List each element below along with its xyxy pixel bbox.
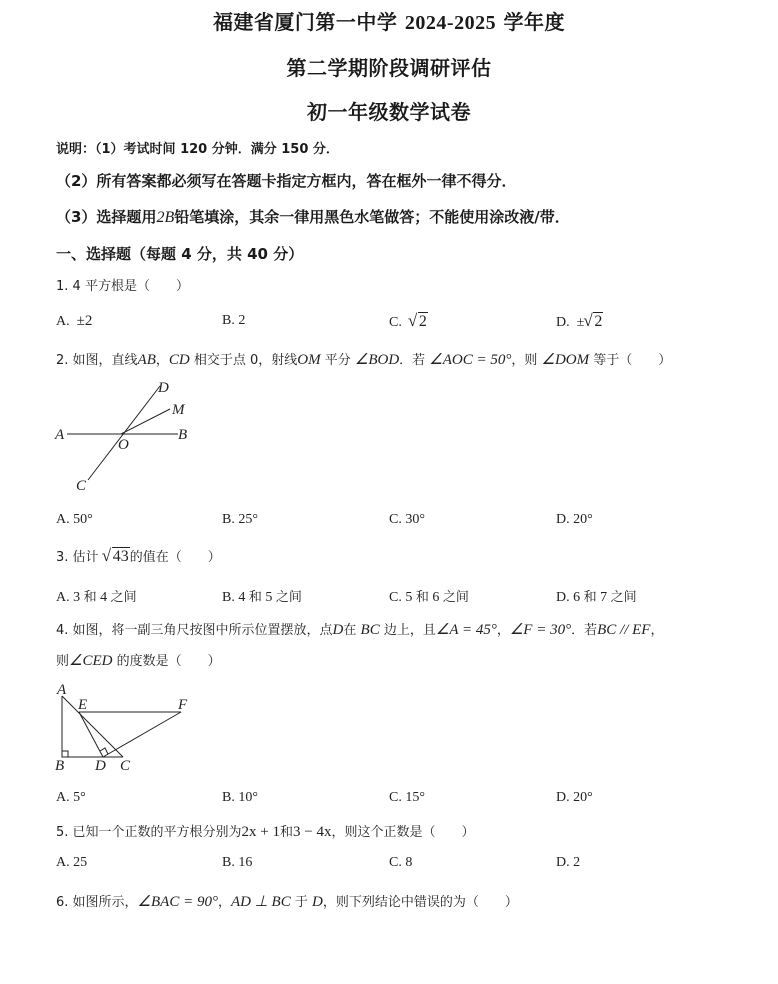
note-2: （2）所有答案都必须写在答题卡指定方框内，答在框外一律不得分． — [56, 172, 517, 190]
note-1: 说明：（1）考试时间 120 分钟．满分 150 分． — [56, 142, 339, 157]
question-5-stem: 5. 已知一个正数的平方根分别为2x + 1和3 − 4x，则这个正数是（ ） — [56, 824, 475, 840]
sqrt-symbol: √ 2 — [584, 313, 603, 331]
note-3-post: 铅笔填涂，其余一律用黑色水笔做答；不能使用涂改液/带． — [174, 208, 570, 226]
exam-title-school — [0, 6, 778, 35]
point-c-label: C — [76, 478, 87, 494]
point-m-label: M — [172, 402, 185, 418]
title-school-year: 2024-2025 — [404, 12, 497, 34]
question-4-stem-line-2: 则∠CED 的度数是（ ） — [56, 653, 221, 669]
question-5-option-d: D. 2 — [556, 855, 581, 870]
note-3 — [56, 206, 570, 227]
title-school-name: 福建省厦门第一中学 — [212, 10, 398, 34]
point-b-label: B — [55, 758, 65, 774]
note-3-pre: （3）选择题用 — [56, 208, 157, 226]
note-3-pencil: 2B — [156, 209, 175, 226]
question-1-option-c: C. √ 2 — [389, 313, 428, 331]
question-3-option-c: C. 5 和 6 之间 — [389, 590, 469, 605]
point-o-label: O — [118, 437, 129, 453]
point-d-label: D — [158, 380, 169, 396]
question-4-option-d: D. 20° — [556, 790, 593, 805]
point-d-label: D — [95, 758, 106, 774]
question-4-figure — [50, 680, 210, 775]
question-6-stem: 6. 如图所示，∠BAC = 90°，AD ⊥ BC 于 D，则下列结论中错误的为（ ） — [56, 894, 518, 910]
point-f-label: F — [178, 697, 188, 713]
sqrt-symbol: √ 43 — [103, 548, 130, 566]
sqrt-symbol: √ 2 — [409, 313, 428, 331]
title-year-suffix: 学年度 — [503, 10, 566, 34]
question-1-option-b: B. 2 — [222, 313, 246, 328]
question-3-option-a: A. 3 和 4 之间 — [56, 590, 137, 605]
question-2-stem: 2. 如图，直线AB，CD 相交于点 0，射线OM 平分 ∠BOD．若 ∠AOC = 50°，则 ∠DOM 等于（ ） — [56, 352, 672, 368]
question-4-option-c: C. 15° — [389, 790, 425, 805]
question-3-option-d: D. 6 和 7 之间 — [556, 590, 637, 605]
question-3-stem: 3. 估计 √ 43的值在（ ） — [56, 546, 221, 566]
point-a-label: A — [55, 427, 65, 443]
question-2-option-c: C. 30° — [389, 512, 425, 527]
question-5-option-b: B. 16 — [222, 855, 253, 870]
exam-title-term: 第二学期阶段调研评估 — [286, 56, 492, 80]
question-1-option-a: A. ±2 — [56, 313, 93, 329]
question-5-option-a: A. 25 — [56, 855, 88, 870]
exam-title-subject: 初一年级数学试卷 — [307, 100, 471, 124]
question-1-stem: 1. 4 平方根是（ ） — [56, 279, 189, 294]
point-b-label: B — [178, 427, 188, 443]
question-4-stem-line-1: 4. 如图，将一副三角尺按图中所示位置摆放，点D在 BC 边上，且∠A = 45°，∠F = 30°．若BC // EF， — [56, 622, 664, 638]
question-1-option-d: D. ± √ 2 — [556, 313, 603, 331]
question-2-option-b: B. 25° — [222, 512, 258, 527]
section-choice-title: 一、选择题（每题 4 分，共 40 分） — [56, 245, 304, 263]
point-c-label: C — [120, 758, 131, 774]
question-2-figure — [50, 378, 210, 496]
question-4-option-a: A. 5° — [56, 790, 86, 805]
question-4-option-b: B. 10° — [222, 790, 258, 805]
point-a-label: A — [57, 682, 67, 698]
question-5-option-c: C. 8 — [389, 855, 413, 870]
point-e-label: E — [78, 697, 88, 713]
question-2-option-a: A. 50° — [56, 512, 93, 527]
question-2-option-d: D. 20° — [556, 512, 593, 527]
question-3-option-b: B. 4 和 5 之间 — [222, 590, 302, 605]
